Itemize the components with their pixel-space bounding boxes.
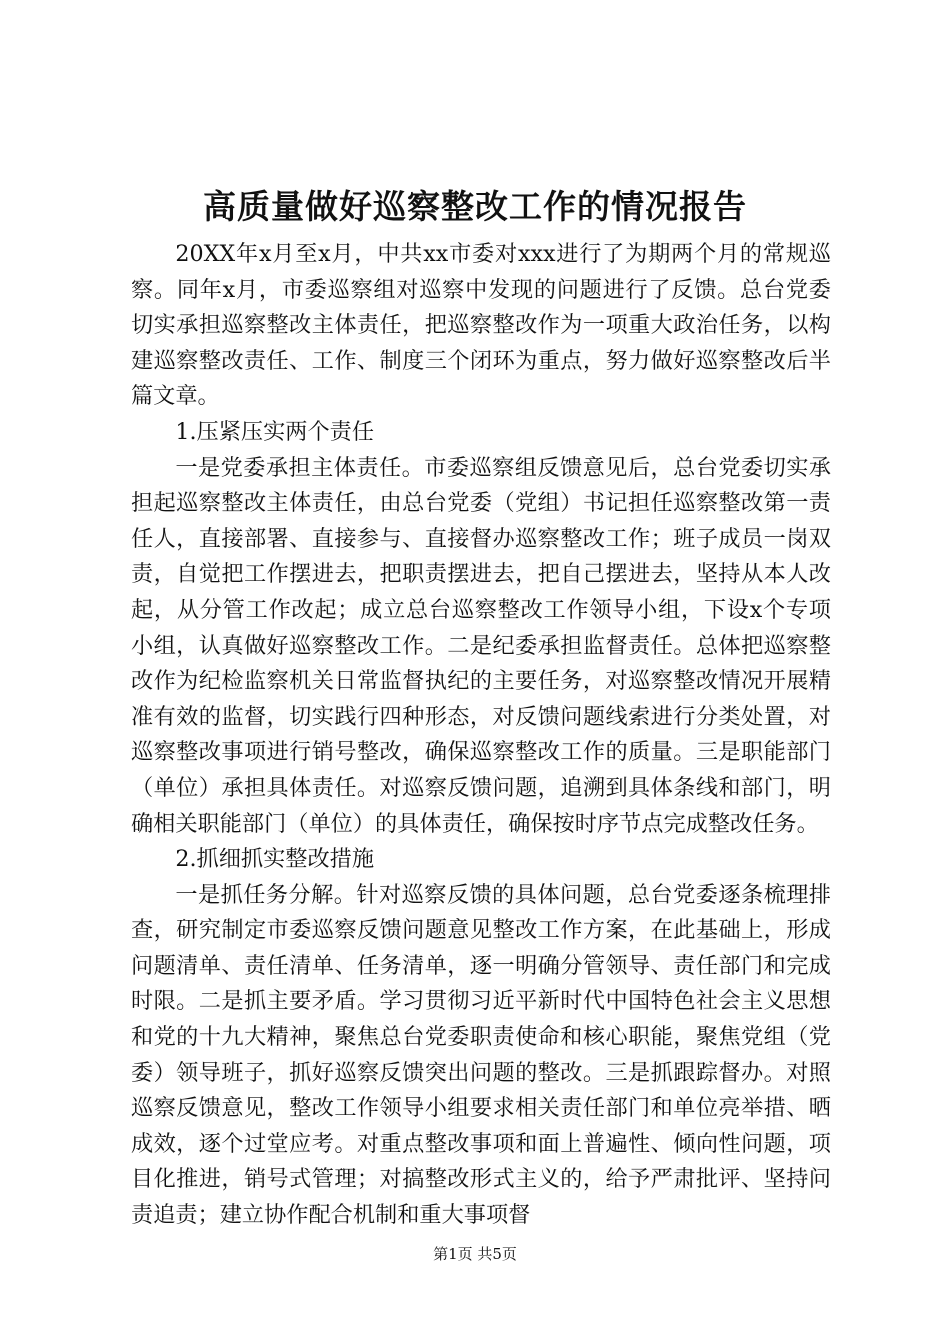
section-1-paragraph: 一是党委承担主体责任。市委巡察组反馈意见后，总台党委切实承担起巡察整改主体责任，由总台党委（党组）书记担任巡察整改第一责任人，直接部署、直接参与、直接督办巡察整改工作；班子成员一岗双责，自觉把工作摆进去，把职责摆进去，把自己摆进去，坚持从本人改起，从分管工作改起；成立总台巡察整改工作领导小组，下设x个专项小组，认真做好巡察整改工作。二是纪委承担监督责任。总体把巡察整改作为纪检监察机关日常监督执纪的主要任务，对巡察整改情况开展精准有效的监督，切实践行四种形态，对反馈问题线索进行分类处置，对巡察整改事项进行销号整改，确保巡察整改工作的质量。三是职能部门（单位）承担具体责任。对巡察反馈问题，追溯到具体条线和部门，明确相关职能部门（单位）的具体责任，确保按时序节点完成整改任务。 xyxy=(131,454,831,837)
section-heading-1: 1.压紧压实两个责任 xyxy=(175,418,375,445)
section-heading-2: 2.抓细抓实整改措施 xyxy=(175,846,375,873)
section-2-paragraph: 一是抓任务分解。针对巡察反馈的具体问题，总台党委逐条梳理排查，研究制定市委巡察反馈问题意见整改工作方案，在此基础上，形成问题清单、责任清单、任务清单，逐一明确分管领导、责任部门和完成时限。二是抓主要矛盾。学习贯彻习近平新时代中国特色社会主义思想和党的十九大精神，聚焦总台党委职责使命和核心职能，聚焦党组（党委）领导班子，抓好巡察反馈突出问题的整改。三是抓跟踪督办。对照巡察反馈意见，整改工作领导小组要求相关责任部门和单位亮举措、晒成效，逐个过堂应考。对重点整改事项和面上普遍性、倾向性问题，项目化推进，销号式管理；对搞整改形式主义的，给予严肃批评、坚持问责追责；建立协作配合机制和重大事项督 xyxy=(131,881,831,1229)
document-title: 高质量做好巡察整改工作的情况报告 xyxy=(203,187,747,226)
page-indicator: 第1页 共5页 xyxy=(433,1245,517,1263)
document-body xyxy=(131,237,831,1234)
intro-paragraph: 20XX年x月至x月，中共xx市委对xxx进行了为期两个月的常规巡察。同年x月，市委巡察组对巡察中发现的问题进行了反馈。总台党委切实承担巡察整改主体责任，把巡察整改作为一项重大政治任务，以构建巡察整改责任、工作、制度三个闭环为重点，努力做好巡察整改后半篇文章。 xyxy=(131,241,831,410)
page-footer xyxy=(0,1243,950,1265)
